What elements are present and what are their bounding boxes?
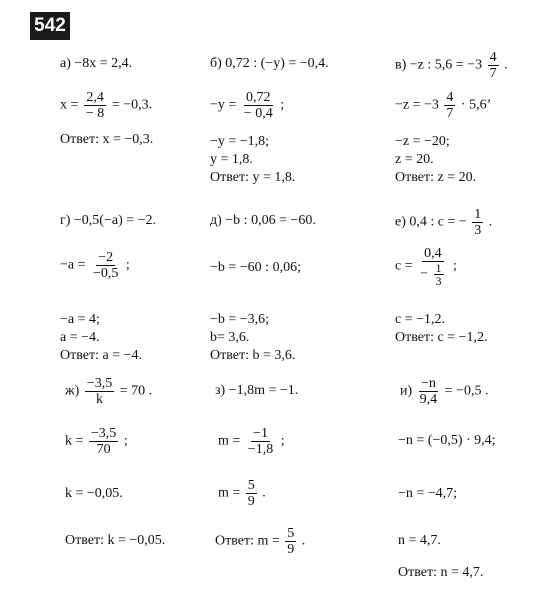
part-zh-step-1	[65, 426, 128, 457]
part-g-answer: Ответ: a = −4.	[60, 348, 142, 363]
part-b-header: б) 0,72 : (−y) = −0,4.	[210, 56, 329, 71]
part-v-step-1-lhs: −z = −3	[395, 97, 439, 113]
part-z-step-2	[218, 478, 266, 509]
part-b-step-2: −y = −1,8;	[210, 134, 270, 149]
part-z-step-2-fraction	[246, 478, 257, 509]
fraction-numerator: 0,4	[424, 246, 442, 261]
part-zh-step-2: k = −0,05.	[65, 486, 123, 501]
part-e-header	[395, 207, 492, 238]
fraction-numerator: 4	[489, 50, 497, 65]
part-z-header: з) −1,8m = −1.	[215, 383, 299, 398]
part-z-step-1	[218, 426, 285, 457]
part-i-answer: Ответ: n = 4,7.	[398, 565, 484, 580]
fraction-numerator: 5	[247, 478, 255, 493]
fraction-denominator: 7	[489, 66, 497, 81]
part-v-step-3: z = 20.	[395, 152, 434, 167]
part-b-step-1-fraction	[242, 90, 275, 121]
part-zh-header	[65, 376, 152, 407]
part-a-step-1-rhs: = −0,3.	[111, 97, 153, 113]
part-i-step-1: −n = (−0,5) · 9,4;	[398, 433, 496, 448]
fraction-numerator: 4	[446, 90, 454, 105]
part-v-header-fraction	[488, 50, 499, 81]
part-d-header: д) −b : 0,06 = −60.	[210, 213, 316, 228]
part-g-header: г) −0,5(−a) = −2.	[60, 213, 157, 228]
fraction-numerator: −n	[420, 376, 436, 391]
nested-fraction	[434, 262, 444, 287]
part-zh-header-fraction	[85, 376, 114, 407]
part-zh-header-pre: ж)	[65, 383, 80, 399]
part-v-header	[395, 50, 508, 81]
part-d-step-1: −b = −60 : 0,06;	[210, 260, 301, 275]
fraction-denominator: 70	[96, 442, 111, 457]
fraction-denominator: − 0,4	[243, 106, 273, 121]
part-a-header: а) −8x = 2,4.	[60, 56, 133, 71]
part-a-step-1-lhs: x =	[60, 97, 79, 113]
part-d-step-2: −b = −3,6;	[210, 312, 270, 327]
part-z-answer-post: .	[301, 533, 306, 549]
part-e-step-1-rhs: ;	[453, 258, 457, 274]
part-zh-step-1-rhs: ;	[123, 433, 128, 449]
fraction-numerator: 1	[474, 207, 482, 222]
fraction-numerator: −3,5	[90, 426, 117, 441]
part-a-step-1	[60, 90, 152, 121]
fraction-numerator: −3,5	[86, 376, 113, 391]
part-g-step-3: a = −4.	[60, 330, 100, 345]
part-z-step-1-fraction	[246, 426, 275, 457]
part-z-answer	[215, 526, 305, 557]
part-z-step-2-rhs: .	[262, 485, 266, 501]
part-b-step-1	[210, 90, 284, 121]
part-i-header	[400, 376, 488, 407]
fraction-denominator: 9	[247, 494, 255, 509]
nested-minus: −	[420, 266, 429, 282]
fraction-numerator: 0,72	[246, 90, 271, 105]
part-i-header-pre: и)	[400, 383, 413, 399]
fraction-denominator: −1,8	[247, 442, 274, 457]
part-a-answer: Ответ: x = −0,3.	[60, 132, 154, 147]
part-z-step-1-lhs: m =	[218, 433, 241, 449]
part-i-step-2: −n = −4,7;	[398, 486, 458, 501]
part-g-step-2: −a = 4;	[60, 312, 100, 327]
fraction-denominator: 9	[287, 542, 295, 557]
part-b-step-1-lhs: −y =	[210, 97, 237, 113]
part-i-header-fraction	[418, 376, 440, 407]
part-v-answer: Ответ: z = 20.	[395, 170, 477, 185]
fraction-denominator: 7	[446, 106, 454, 121]
part-e-header-fraction	[472, 207, 483, 238]
part-g-step-1-fraction	[91, 250, 120, 281]
part-z-step-1-rhs: ;	[280, 433, 285, 449]
part-g-step-1	[60, 250, 130, 281]
fraction-numerator: −1	[253, 426, 268, 441]
part-v-header-pre: в) −z : 5,6 = −3	[395, 57, 483, 73]
part-v-step-2: −z = −20;	[395, 134, 450, 149]
part-e-step-1-fraction	[418, 246, 447, 287]
fraction-numerator: 5	[287, 526, 295, 541]
part-d-step-3: b= 3,6.	[210, 330, 250, 345]
nested-numerator: 1	[435, 261, 442, 275]
part-zh-step-1-lhs: k =	[65, 433, 84, 449]
fraction-denominator	[418, 262, 447, 287]
part-v-step-1-rhs: · 5,6’	[460, 97, 492, 113]
fraction-denominator: 3	[474, 223, 482, 238]
part-v-header-post: .	[504, 57, 508, 73]
part-d-answer: Ответ: b = 3,6.	[210, 348, 296, 363]
part-a-step-1-fraction	[84, 90, 106, 121]
part-e-header-pre: е) 0,4 : c = −	[395, 214, 467, 230]
part-z-answer-fraction	[285, 526, 296, 557]
part-b-answer: Ответ: y = 1,8.	[210, 170, 296, 185]
fraction-denominator: − 8	[85, 106, 105, 121]
part-v-step-1-fraction	[444, 90, 455, 121]
part-e-header-post: .	[488, 214, 493, 230]
part-zh-step-1-fraction	[89, 426, 118, 457]
part-e-step-2: c = −1,2.	[395, 312, 446, 327]
part-e-step-1-lhs: c =	[395, 258, 413, 274]
fraction-denominator: k	[96, 392, 104, 407]
nested-denominator: 3	[435, 274, 442, 288]
part-z-step-2-lhs: m =	[218, 485, 241, 501]
part-g-step-1-rhs: ;	[125, 257, 130, 273]
part-b-step-1-rhs: ;	[280, 97, 285, 113]
part-i-header-post: = −0,5 .	[444, 383, 489, 399]
part-e-step-1	[395, 246, 457, 287]
fraction-numerator: −2	[98, 250, 114, 265]
fraction-numerator: 2,4	[86, 90, 104, 105]
part-v-step-1	[395, 90, 491, 121]
part-zh-header-post: = 70 .	[119, 383, 153, 399]
part-zh-answer: Ответ: k = −0,05.	[65, 533, 166, 548]
part-g-step-1-lhs: −a =	[60, 257, 86, 273]
part-z-answer-pre: Ответ: m =	[215, 533, 280, 549]
problem-number: 542	[30, 12, 70, 40]
part-b-step-3: y = 1,8.	[210, 152, 253, 167]
part-i-step-3: n = 4,7.	[398, 533, 441, 548]
fraction-denominator: −0,5	[93, 266, 119, 281]
fraction-denominator: 9,4	[419, 392, 438, 407]
part-e-answer: Ответ: c = −1,2.	[395, 330, 488, 345]
